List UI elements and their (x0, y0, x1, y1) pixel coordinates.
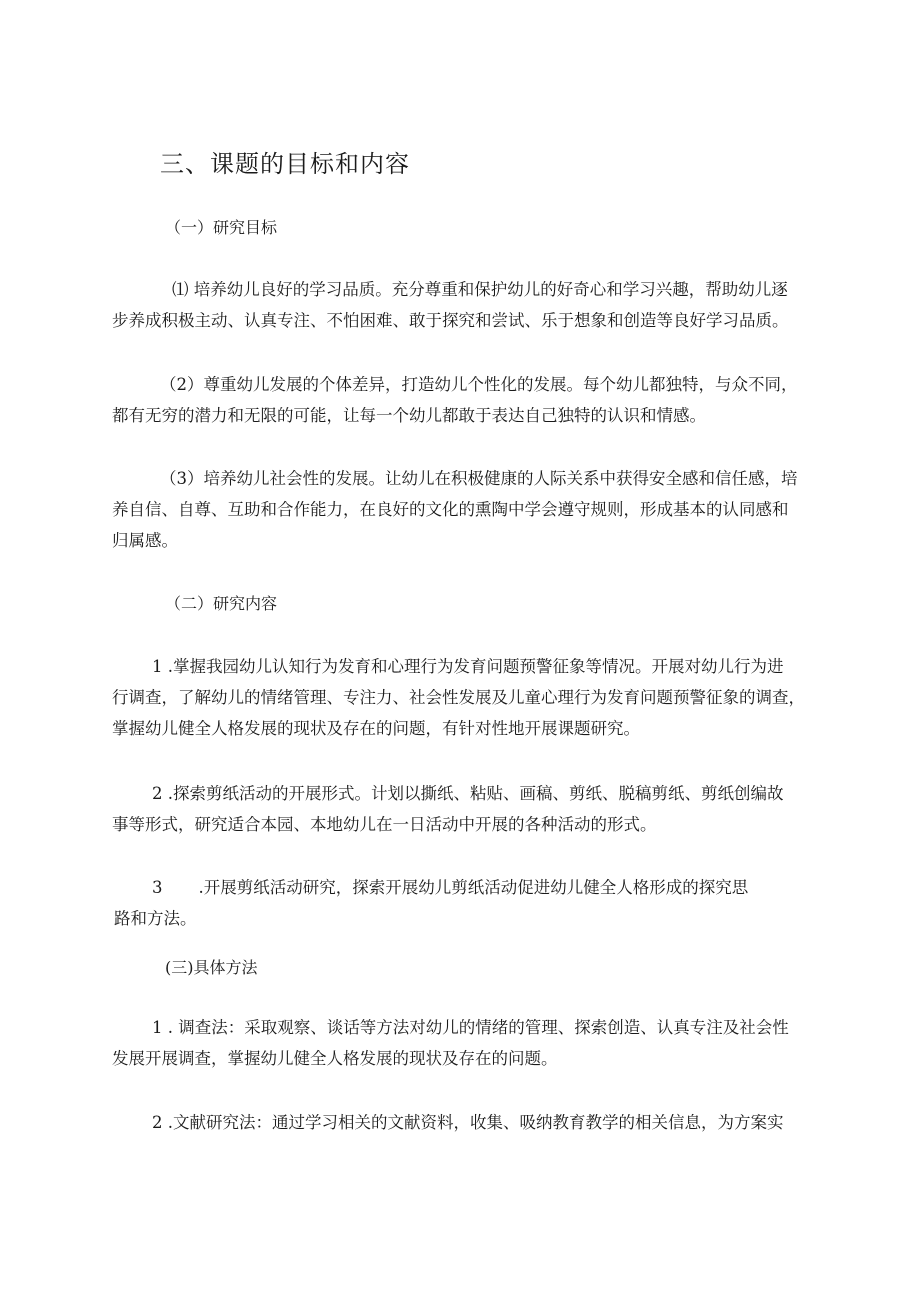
content-item-1-line-2: 行调查，了解幼儿的情绪管理、专注力、社会性发展及儿童心理行为发育问题预警征象的调查， (112, 688, 805, 707)
section-title-research-content: （二）研究内容 (165, 594, 278, 613)
goal-item-1-number: ⑴ (172, 280, 189, 299)
content-item-2 (112, 778, 824, 840)
goal-item-1-line-2: 步养成积极主动、认真专注、不怕困难、敢于探究和尝试、乐于想象和创造等良好学习品质。 (112, 311, 789, 330)
content-item-1-number: 1 (152, 657, 163, 676)
goal-item-3-number: （3） (160, 469, 204, 488)
content-item-3-number: 3 (152, 878, 163, 897)
method-item-1 (112, 1012, 824, 1074)
goal-item-2-number: （2） (160, 375, 204, 394)
content-item-3 (112, 872, 824, 934)
content-item-3-line-2: 路和方法。 (114, 909, 197, 928)
method-item-1-line-1: . 调查法：采取观察、谈话等方法对幼儿的情绪的管理、探索创造、认真专注及社会性 (167, 1018, 789, 1037)
goal-item-2 (112, 369, 824, 431)
method-item-2-number: 2 (152, 1113, 163, 1132)
section-title-methods: (三)具体方法 (165, 958, 258, 977)
goal-item-3-line-3: 归属感。 (112, 531, 178, 550)
content-item-2-line-1: .探索剪纸活动的开展形式。计划以撕纸、粘贴、画稿、剪纸、脱稿剪纸、剪纸创编故 (167, 784, 784, 803)
page-heading: 三、课题的目标和内容 (160, 150, 410, 178)
content-item-3-line-1: .开展剪纸活动研究，探索开展幼儿剪纸活动促进幼儿健全人格形成的探究思 (198, 878, 749, 897)
content-item-1 (112, 651, 824, 744)
section-title-research-goals: （一）研究目标 (165, 218, 278, 237)
goal-item-1 (112, 274, 824, 336)
content-item-1-line-1: .掌握我园幼儿认知行为发育和心理行为发育问题预警征象等情况。开展对幼儿行为进 (167, 657, 784, 676)
content-item-2-number: 2 (152, 784, 163, 803)
goal-item-1-line-1: 培养幼儿良好的学习品质。充分尊重和保护幼儿的好奇心和学习兴趣，帮助幼儿逐 (193, 280, 788, 299)
goal-item-3-line-1: 培养幼儿社会性的发展。让幼儿在积极健康的人际关系中获得安全感和信任感，培 (203, 469, 798, 488)
goal-item-3 (112, 463, 824, 556)
content-item-2-line-2: 事等形式，研究适合本园、本地幼儿在一日活动中开展的各种活动的形式。 (112, 815, 657, 834)
goal-item-2-line-2: 都有无穷的潜力和无限的可能，让每一个幼儿都敢于表达自己独特的认识和情感。 (112, 406, 706, 425)
method-item-2-line-1: .文献研究法：通过学习相关的文献资料，收集、吸纳教育教学的相关信息，为方案实 (167, 1113, 784, 1132)
content-item-1-line-3: 掌握幼儿健全人格发展的现状及存在的问题，有针对性地开展课题研究。 (112, 719, 640, 738)
goal-item-3-line-2: 养自信、自尊、互助和合作能力，在良好的文化的熏陶中学会遵守规则，形成基本的认同感和 (112, 500, 789, 519)
goal-item-2-line-1: 尊重幼儿发展的个体差异，打造幼儿个性化的发展。每个幼儿都独特，与众不同， (203, 375, 798, 394)
method-item-1-number: 1 (152, 1018, 163, 1037)
method-item-2 (112, 1107, 824, 1138)
method-item-1-line-2: 发展开展调查，掌握幼儿健全人格发展的现状及存在的问题。 (112, 1049, 558, 1068)
